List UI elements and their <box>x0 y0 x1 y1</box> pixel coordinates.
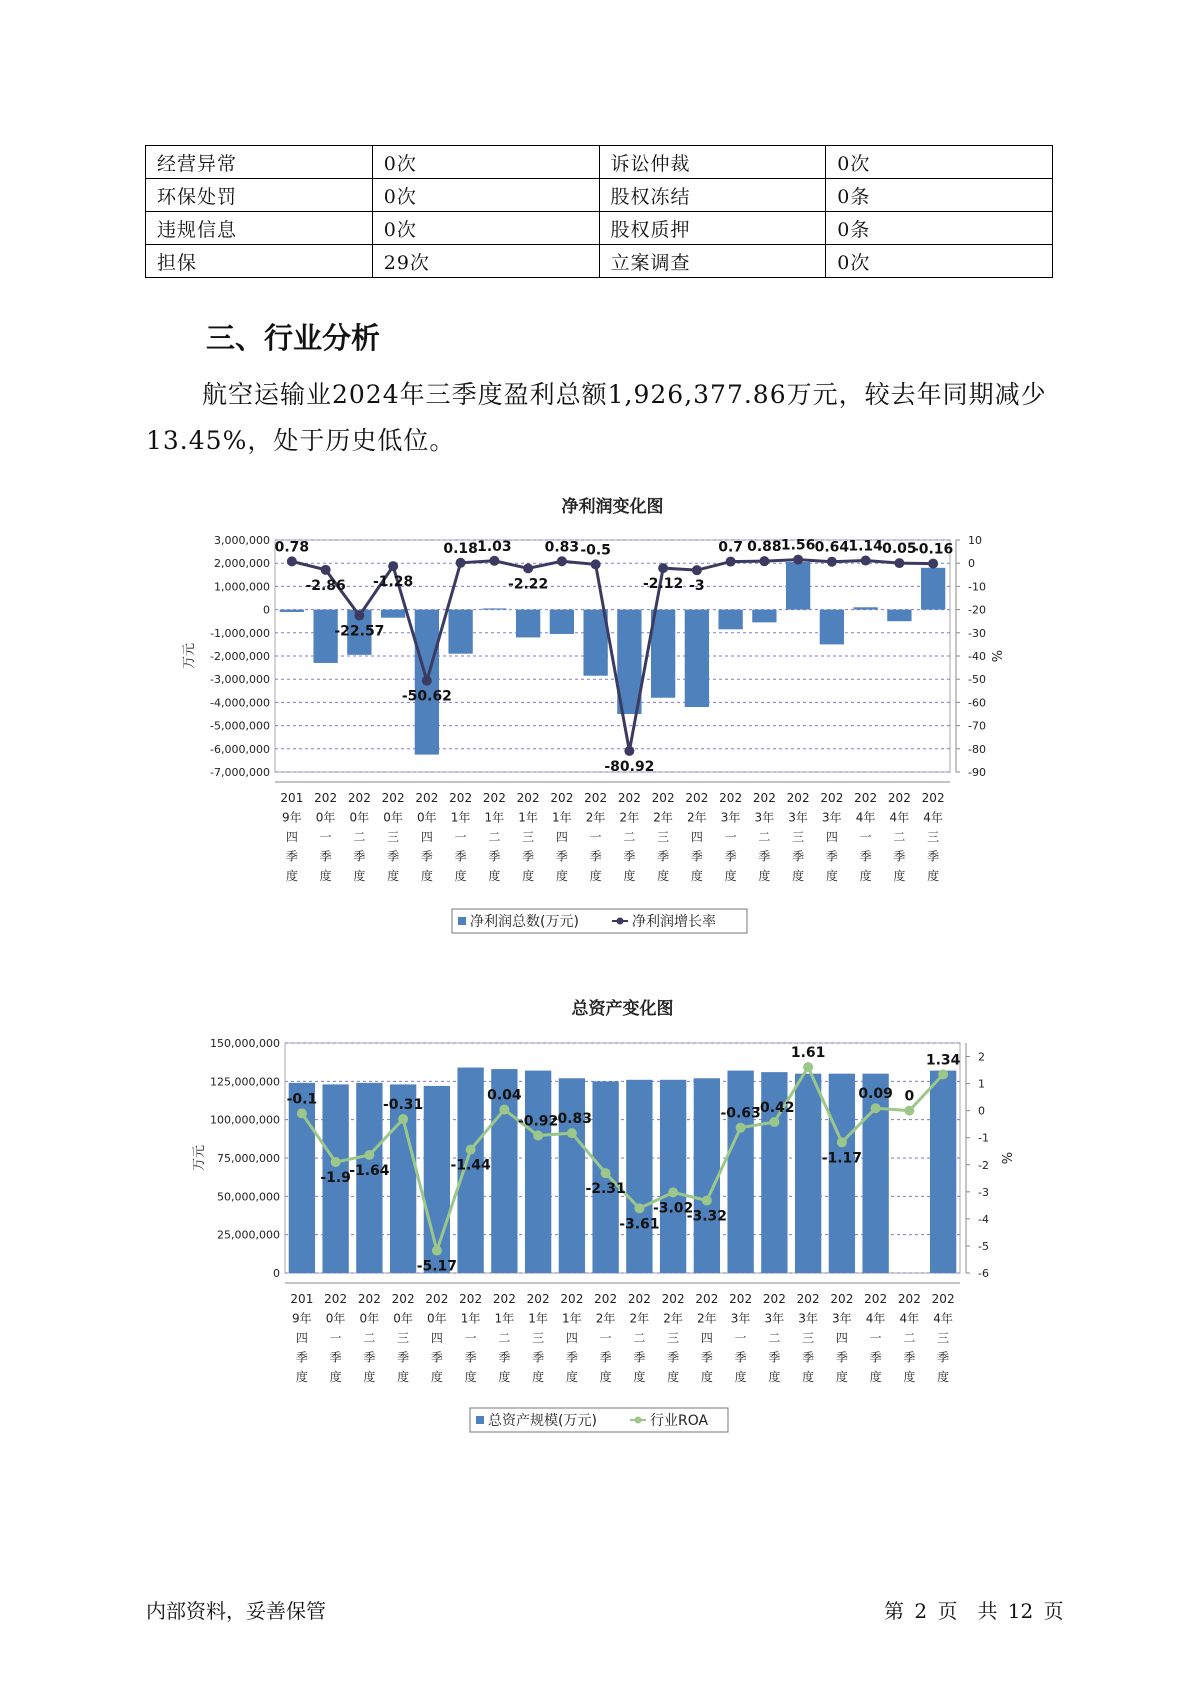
line-point <box>928 559 938 569</box>
x-tick-label: 202 0年四季度 <box>425 1292 449 1384</box>
line-point <box>567 1128 577 1138</box>
bar <box>930 1071 956 1273</box>
bar <box>660 1080 686 1273</box>
footer-page-number: 第 2 页 共 12 页 <box>884 1599 1064 1623</box>
y-tick-label: 100,000,000 <box>210 1113 280 1127</box>
data-label: -0.92 <box>517 1113 559 1130</box>
bar <box>482 608 506 609</box>
y2-tick-label: 0 <box>978 1104 985 1118</box>
y-tick-label: -7,000,000 <box>210 766 270 779</box>
bar <box>752 610 776 623</box>
y-tick-label: 125,000,000 <box>210 1075 280 1089</box>
table-cell-label: 股权质押 <box>599 212 826 245</box>
line-point <box>668 1187 678 1197</box>
x-tick-label: 202 3年四季度 <box>820 791 844 883</box>
data-label: 0.78 <box>274 539 310 556</box>
y2-tick-label: -3 <box>978 1185 989 1199</box>
x-tick-label: 202 1年四季度 <box>560 1292 584 1384</box>
y2-tick-label: -80 <box>968 742 986 756</box>
bar <box>718 610 742 630</box>
legend-line-marker <box>617 918 624 925</box>
data-label: -2.86 <box>305 577 346 594</box>
section-title: 三、行业分析 <box>206 321 381 355</box>
y2-tick-label: 10 <box>968 534 982 547</box>
line-point <box>837 1137 847 1147</box>
x-tick-label: 202 2年四季度 <box>685 791 709 883</box>
x-tick-label: 202 2年三季度 <box>651 791 675 883</box>
y-tick-label: 2,000,000 <box>214 557 270 571</box>
x-tick-label: 202 3年一季度 <box>719 791 743 883</box>
y2-tick-label: -50 <box>968 673 986 687</box>
legend-label: 净利润总数(万元) <box>470 914 579 930</box>
data-label: -22.57 <box>334 623 385 640</box>
y-tick-label: -4,000,000 <box>210 696 270 710</box>
table-cell-label: 诉讼仲裁 <box>599 146 826 179</box>
legend-line-marker <box>635 1417 642 1424</box>
x-tick-label: 202 1年三季度 <box>526 1292 550 1384</box>
bar <box>887 610 911 622</box>
x-tick-label: 202 3年四季度 <box>830 1292 854 1384</box>
total-assets-chart <box>0 990 1191 1450</box>
y-tick-label: 3,000,000 <box>214 534 270 547</box>
x-tick-label: 201 9年四季度 <box>280 791 304 883</box>
line-point <box>533 1131 543 1141</box>
x-tick-label: 202 3年三季度 <box>796 1292 820 1384</box>
line-point <box>938 1069 948 1079</box>
table-cell-label: 违规信息 <box>146 212 373 245</box>
y2-tick-label: -4 <box>978 1212 989 1226</box>
data-label: -3.61 <box>619 1216 660 1233</box>
y-tick-label: 50,000,000 <box>217 1190 280 1204</box>
x-tick-label: 202 4年二季度 <box>897 1292 921 1384</box>
y-axis-title: 万元 <box>192 1144 207 1172</box>
bar <box>626 1080 652 1273</box>
bar <box>694 1078 720 1273</box>
data-label: -0.42 <box>754 1100 795 1117</box>
y2-tick-label: -2 <box>978 1158 989 1172</box>
data-label: 0.64 <box>814 539 850 556</box>
x-tick-label: 202 4年三季度 <box>921 791 945 883</box>
x-tick-label: 202 0年一季度 <box>314 791 338 883</box>
data-label: -1.28 <box>372 574 414 591</box>
y2-tick-label: -1 <box>978 1131 989 1145</box>
data-label: -3 <box>689 578 705 595</box>
line-point <box>321 565 331 575</box>
y2-tick-label: -6 <box>978 1267 989 1280</box>
y-tick-label: 150,000,000 <box>210 1037 280 1050</box>
bar <box>795 1074 821 1273</box>
data-label: -2.12 <box>642 576 684 593</box>
bar <box>559 1078 585 1273</box>
table-row <box>146 245 1053 278</box>
line-point <box>297 1108 307 1118</box>
data-label: -5.17 <box>416 1258 458 1275</box>
x-tick-label: 202 3年二季度 <box>752 791 776 883</box>
line-point <box>904 1106 914 1116</box>
y2-tick-label: -40 <box>968 650 986 663</box>
y2-tick-label: 2 <box>978 1050 985 1064</box>
table-row <box>146 146 1053 179</box>
x-tick-label: 202 4年一季度 <box>864 1292 888 1384</box>
bar <box>829 1074 855 1273</box>
y2-tick-label: -5 <box>978 1239 989 1253</box>
data-label: 1.34 <box>925 1052 961 1069</box>
line-point <box>692 565 702 575</box>
line-point <box>658 563 668 573</box>
data-label: -2.31 <box>585 1181 626 1198</box>
x-tick-label: 202 0年三季度 <box>381 791 405 883</box>
data-label: 1.03 <box>477 538 512 555</box>
x-tick-label: 202 0年一季度 <box>324 1292 348 1384</box>
table-cell-value: 0条 <box>826 179 1053 212</box>
data-label: 1.61 <box>790 1045 826 1062</box>
line-point <box>354 611 364 621</box>
y-tick-label: 0 <box>273 1267 280 1280</box>
legend-label: 总资产规模(万元) <box>488 1413 597 1429</box>
net-profit-chart <box>0 490 1191 950</box>
line-point <box>591 559 601 569</box>
line-point <box>601 1168 611 1178</box>
y2-tick-label: -60 <box>968 696 986 710</box>
line-point <box>364 1150 374 1160</box>
y-tick-label: -2,000,000 <box>210 650 270 663</box>
table-cell-label: 担保 <box>146 245 373 278</box>
line-point <box>702 1195 712 1205</box>
data-label: -0.31 <box>382 1097 424 1114</box>
data-label: -3.02 <box>652 1200 694 1217</box>
bar <box>786 562 810 610</box>
line-point <box>523 563 533 573</box>
table-cell-value: 0条 <box>826 212 1053 245</box>
data-label: 0.83 <box>544 539 580 556</box>
data-label: -1.9 <box>320 1170 351 1187</box>
line-point <box>432 1246 442 1256</box>
table-cell-value: 0次 <box>372 212 599 245</box>
footer-confidential-note: 内部资料，妥善保管 <box>146 1599 326 1623</box>
y-tick-label: -3,000,000 <box>210 673 270 687</box>
data-label: -3.32 <box>686 1208 728 1225</box>
x-tick-label: 202 4年一季度 <box>854 791 878 883</box>
risk-info-table <box>145 145 1053 278</box>
data-label: -50.62 <box>401 688 452 705</box>
legend-label: 净利润增长率 <box>632 914 716 930</box>
line-point <box>769 1117 779 1127</box>
y2-tick-label: -70 <box>968 719 986 733</box>
data-label: 0.18 <box>443 540 478 557</box>
data-label: -1.17 <box>821 1150 863 1167</box>
y2-axis-title: % <box>991 649 1006 663</box>
chart-title: 净利润变化图 <box>561 497 664 517</box>
line-point <box>331 1157 341 1167</box>
line-point <box>287 556 297 566</box>
x-tick-label: 201 9年四季度 <box>290 1292 314 1384</box>
bar <box>651 610 675 698</box>
data-label: -0.16 <box>912 541 954 558</box>
line-point <box>456 558 466 568</box>
y2-tick-label: -10 <box>968 580 986 594</box>
data-label: 1.14 <box>848 538 883 555</box>
data-label: 0.7 <box>718 539 744 556</box>
line-point <box>861 556 871 566</box>
x-tick-label: 202 2年二季度 <box>617 791 641 883</box>
table-cell-value: 0次 <box>826 245 1053 278</box>
bar <box>921 568 945 610</box>
x-tick-label: 202 3年一季度 <box>729 1292 753 1384</box>
legend-bar-swatch <box>458 917 466 925</box>
x-tick-label: 202 1年一季度 <box>459 1292 483 1384</box>
data-label: -80.92 <box>604 758 655 775</box>
table-cell-label: 股权冻结 <box>599 179 826 212</box>
line-point <box>466 1145 476 1155</box>
y2-tick-label: 0 <box>968 557 975 571</box>
x-tick-label: 202 1年二季度 <box>492 1292 516 1384</box>
data-label: 0.04 <box>487 1087 522 1104</box>
x-tick-label: 202 0年二季度 <box>347 791 371 883</box>
bar <box>525 1071 551 1273</box>
line-point <box>736 1123 746 1133</box>
table-cell-value: 0次 <box>372 179 599 212</box>
bar <box>853 607 877 609</box>
data-label: 0.05 <box>882 541 917 558</box>
line-point <box>793 555 803 565</box>
table-cell-value: 29次 <box>372 245 599 278</box>
legend-label: 行业ROA <box>650 1413 709 1429</box>
table-cell-label: 立案调查 <box>599 245 826 278</box>
data-label: 0.88 <box>747 539 782 556</box>
x-tick-label: 202 1年四季度 <box>550 791 574 883</box>
data-label: -0.83 <box>551 1111 593 1128</box>
line-point <box>624 746 634 756</box>
x-tick-label: 202 3年二季度 <box>762 1292 786 1384</box>
y-tick-label: 1,000,000 <box>214 580 270 594</box>
data-label: 1.56 <box>780 537 816 554</box>
line-point <box>489 556 499 566</box>
legend-bar-swatch <box>476 1416 484 1424</box>
y2-tick-label: 1 <box>978 1077 985 1091</box>
table-row <box>146 212 1053 245</box>
y-tick-label: 75,000,000 <box>217 1152 280 1165</box>
data-label: -0.1 <box>286 1091 318 1108</box>
x-tick-label: 202 0年四季度 <box>415 791 439 883</box>
y2-tick-label: -20 <box>968 603 986 617</box>
analysis-paragraph: 航空运输业2024年三季度盈利总额1,926,377.86万元，较去年同期减少13.45%，处于历史低位。 <box>146 380 1047 455</box>
data-label: -2.22 <box>507 576 549 593</box>
x-tick-label: 202 2年二季度 <box>627 1292 651 1384</box>
x-tick-label: 202 2年四季度 <box>695 1292 719 1384</box>
x-tick-label: 202 0年三季度 <box>391 1292 415 1384</box>
bar <box>550 610 574 634</box>
line-point <box>726 557 736 567</box>
data-label: -0.5 <box>580 542 611 559</box>
y-tick-label: -5,000,000 <box>210 719 270 733</box>
y-tick-label: 25,000,000 <box>217 1228 280 1242</box>
bar <box>685 610 709 707</box>
line-point <box>557 556 567 566</box>
line-point <box>388 561 398 571</box>
table-cell-label: 经营异常 <box>146 146 373 179</box>
bar <box>516 610 540 638</box>
chart-title: 总资产变化图 <box>571 999 674 1019</box>
data-label: -0.63 <box>720 1105 761 1122</box>
line-point <box>634 1203 644 1213</box>
table-row <box>146 179 1053 212</box>
bar <box>280 610 304 612</box>
y-tick-label: -1,000,000 <box>210 626 270 640</box>
line-point <box>499 1105 509 1115</box>
bar <box>448 610 472 654</box>
x-tick-label: 202 1年一季度 <box>449 791 473 883</box>
x-tick-label: 202 4年三季度 <box>931 1292 955 1384</box>
data-label: 0 <box>904 1088 915 1105</box>
data-label: -1.64 <box>349 1163 390 1180</box>
line-point <box>398 1114 408 1124</box>
table-cell-value: 0次 <box>372 146 599 179</box>
x-tick-label: 202 2年一季度 <box>594 1292 618 1384</box>
line-point <box>759 556 769 566</box>
x-tick-label: 202 3年三季度 <box>786 791 810 883</box>
x-tick-label: 202 4年二季度 <box>887 791 911 883</box>
line-point <box>827 557 837 567</box>
x-tick-label: 202 1年二季度 <box>482 791 506 883</box>
x-tick-label: 202 1年三季度 <box>516 791 540 883</box>
y2-tick-label: -30 <box>968 626 986 640</box>
line-point <box>894 558 904 568</box>
table-cell-value: 0次 <box>826 146 1053 179</box>
y2-axis-title: % <box>1001 1151 1016 1165</box>
x-tick-label: 202 0年二季度 <box>357 1292 381 1384</box>
y2-tick-label: -90 <box>968 766 986 779</box>
line-point <box>803 1062 813 1072</box>
y-axis-title: 万元 <box>182 642 197 670</box>
bar <box>727 1071 753 1273</box>
y-tick-label: -6,000,000 <box>210 742 270 756</box>
bar <box>381 610 405 618</box>
x-tick-label: 202 2年三季度 <box>661 1292 685 1384</box>
line-point <box>422 676 432 686</box>
line-point <box>871 1103 881 1113</box>
data-label: 0.09 <box>858 1086 893 1103</box>
bar <box>820 610 844 645</box>
x-tick-label: 202 2年一季度 <box>584 791 608 883</box>
table-cell-label: 环保处罚 <box>146 179 373 212</box>
y-tick-label: 0 <box>263 603 270 617</box>
data-label: -1.44 <box>450 1157 491 1174</box>
